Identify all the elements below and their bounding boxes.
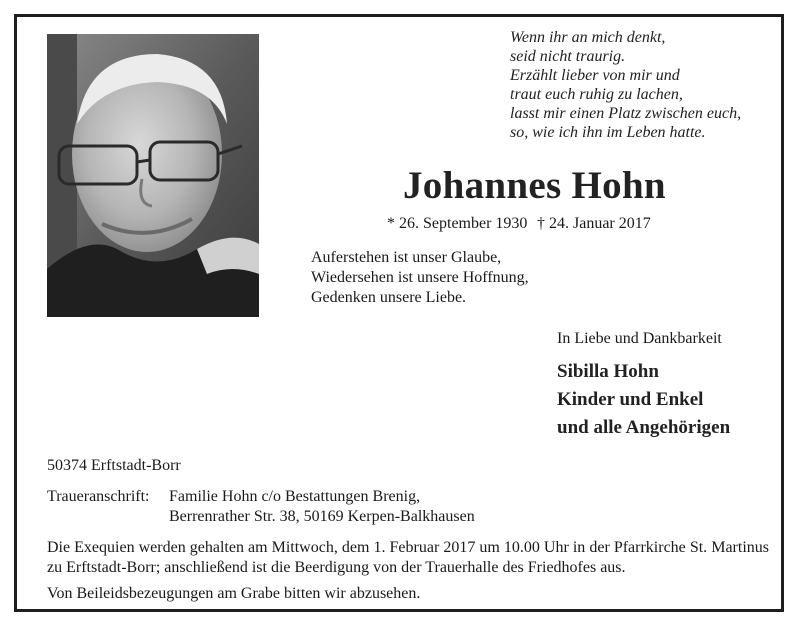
poem-line: seid nicht traurig. [510, 48, 626, 65]
poem-line: traut euch ruhig zu lachen, [510, 86, 683, 103]
poem-line: Wenn ihr an mich denkt, [510, 29, 666, 46]
death-date: † 24. Januar 2017 [537, 215, 651, 232]
faith-verse [311, 248, 529, 308]
mourners-list [557, 358, 730, 442]
mourner-name: und alle Angehörigen [557, 417, 731, 438]
address-line-2: Berrenrather Str. 38, 50169 Kerpen-Balkhausen [169, 508, 475, 525]
mourner-name: Sibilla Hohn [557, 361, 659, 382]
portrait-photo [47, 34, 259, 317]
condolence-note: Von Beileidsbezeugungen am Grabe bitten wir abzusehen. [47, 585, 421, 602]
faith-line: Auferstehen ist unser Glaube, [311, 249, 502, 266]
service-info: Die Exequien werden gehalten am Mittwoch, dem 1. Februar 2017 um 10.00 Uhr in der Pfarrkirche St. Martinus zu Erftstadt-Borr; anschließend ist die Beerdigung von der Trauerhalle des Friedhofes aus. [47, 539, 769, 576]
address-label: Traueranschrift: [47, 488, 150, 505]
mourner-name: Kinder und Enkel [557, 389, 704, 410]
poem-line: Erzählt lieber von mir und [510, 67, 680, 84]
faith-line: Wiedersehen ist unsere Hoffnung, [311, 269, 529, 286]
address-line-1: Familie Hohn c/o Bestattungen Brenig, [169, 488, 421, 505]
poem-line: so, wie ich ihn im Leben hatte. [510, 124, 706, 141]
deceased-name: Johannes Hohn [403, 164, 666, 207]
poem-line: lasst mir einen Platz zwischen euch, [510, 105, 742, 122]
location: 50374 Erftstadt-Borr [47, 457, 181, 474]
birth-date: * 26. September 1930 [387, 215, 528, 232]
faith-line: Gedenken unsere Liebe. [311, 289, 467, 306]
poem [510, 28, 741, 142]
mourners-intro: In Liebe und Dankbarkeit [557, 330, 722, 347]
